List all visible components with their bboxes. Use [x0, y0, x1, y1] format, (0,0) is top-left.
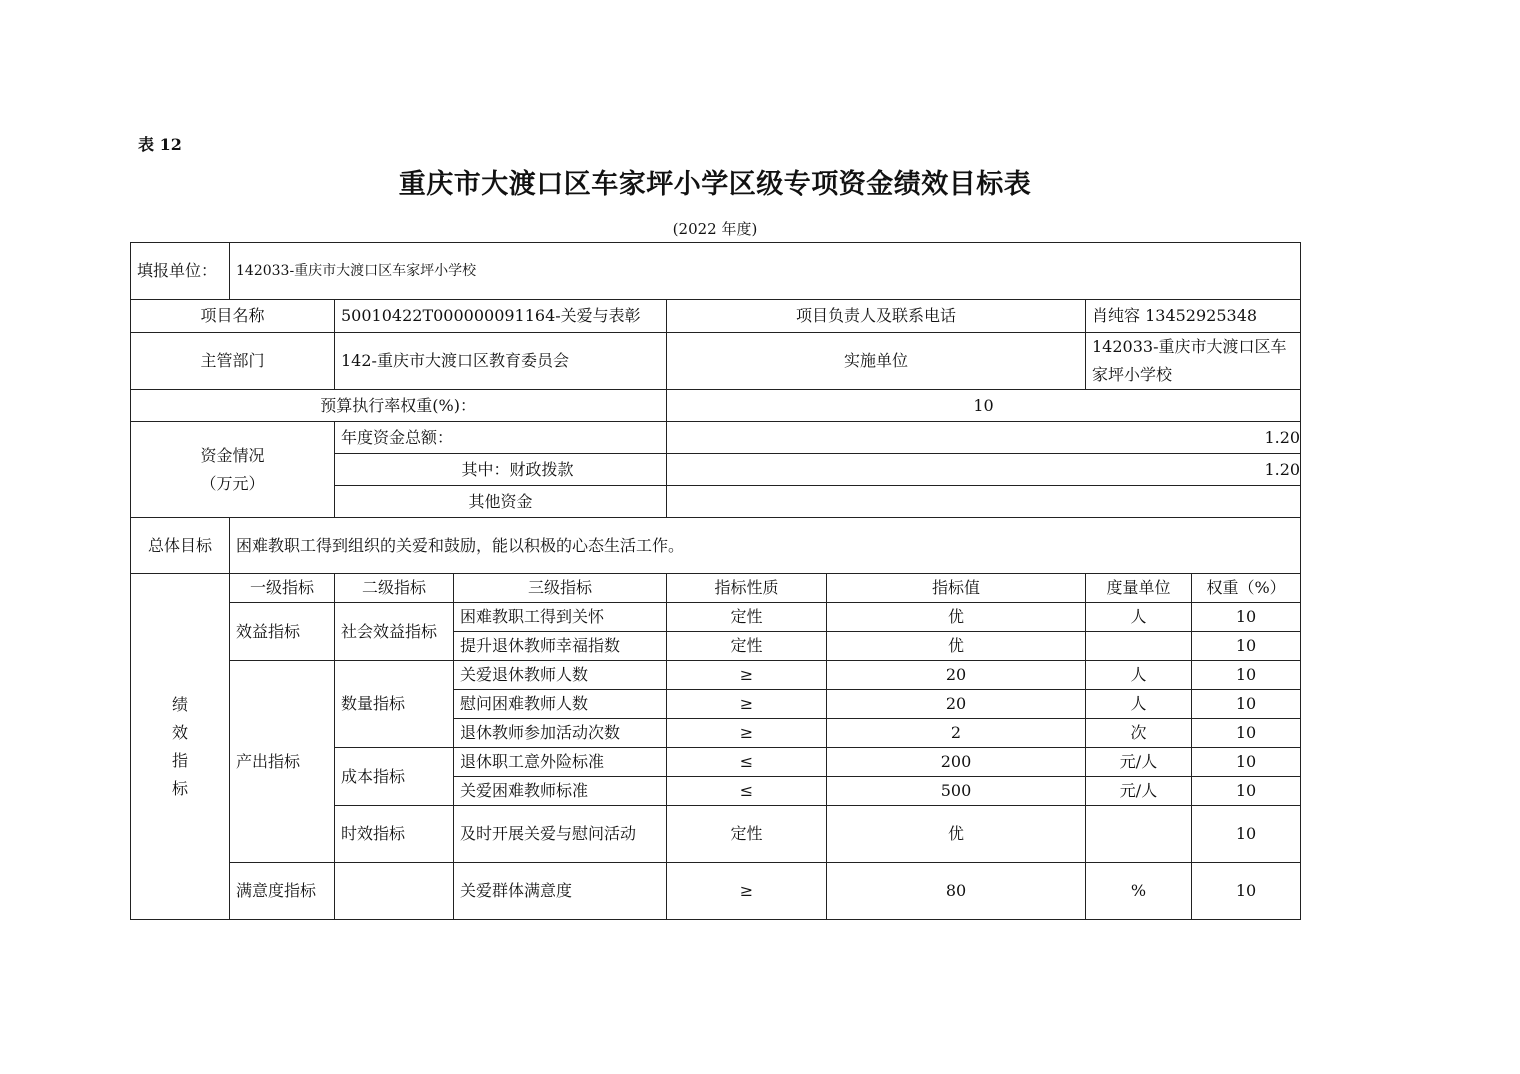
level2-cost: 成本指标	[335, 748, 454, 806]
row-unit: 元/人	[1086, 777, 1192, 806]
table-row	[131, 661, 1301, 690]
row-value: 优	[827, 632, 1086, 661]
funds-total-label: 年度资金总额：	[335, 422, 667, 454]
row-value: 80	[827, 863, 1086, 920]
row-nature: 定性	[667, 806, 827, 863]
row-unit: 人	[1086, 603, 1192, 632]
reporting-unit-row	[131, 243, 1301, 300]
funds-label	[131, 422, 335, 518]
row-nature: ≥	[667, 690, 827, 719]
side-char: 绩	[171, 694, 188, 714]
level2-timeliness: 时效指标	[335, 806, 454, 863]
project-name-label: 项目名称	[131, 300, 335, 333]
row-name: 慰问困难教师人数	[454, 690, 667, 719]
row-unit: 人	[1086, 661, 1192, 690]
project-name-row	[131, 300, 1301, 333]
header-level3: 三级指标	[454, 574, 667, 603]
table-number: 表 12	[138, 135, 182, 154]
level2-social: 社会效益指标	[335, 603, 454, 661]
funds-total-value: 1.20	[667, 422, 1301, 454]
side-char: 效	[171, 722, 188, 742]
header-level2: 二级指标	[335, 574, 454, 603]
funds-other-value	[667, 486, 1301, 518]
reporting-unit-value: 142033-重庆市大渡口区车家坪小学校	[230, 243, 1301, 300]
row-name: 关爱困难教师标准	[454, 777, 667, 806]
row-name: 关爱群体满意度	[454, 863, 667, 920]
table-row	[131, 863, 1301, 920]
funds-label-line2: （万元）	[200, 473, 265, 493]
funds-other-label: 其他资金	[335, 486, 667, 518]
fiscal-year: (2022 年度)	[672, 220, 758, 238]
page-title: 重庆市大渡口区车家坪小学区级专项资金绩效目标表	[398, 169, 1032, 200]
row-weight: 10	[1192, 806, 1301, 863]
overall-goal-row	[131, 518, 1301, 574]
implementing-unit-label: 实施单位	[667, 333, 1086, 390]
budget-rate-value: 10	[667, 390, 1301, 422]
row-name: 退休职工意外险标准	[454, 748, 667, 777]
row-unit: %	[1086, 863, 1192, 920]
funds-total-row	[131, 422, 1301, 454]
header-weight: 权重（%）	[1192, 574, 1301, 603]
header-level1: 一级指标	[230, 574, 335, 603]
level2-quantity: 数量指标	[335, 661, 454, 748]
row-value: 500	[827, 777, 1086, 806]
row-weight: 10	[1192, 748, 1301, 777]
row-name: 困难教职工得到关怀	[454, 603, 667, 632]
row-name: 及时开展关爱与慰问活动	[454, 806, 667, 863]
table-row	[131, 603, 1301, 632]
row-value: 200	[827, 748, 1086, 777]
row-nature: ≥	[667, 863, 827, 920]
department-value: 142-重庆市大渡口区教育委员会	[335, 333, 667, 390]
row-nature: ≥	[667, 719, 827, 748]
project-name-value: 50010422T000000091164-关爱与表彰	[335, 300, 667, 333]
row-weight: 10	[1192, 777, 1301, 806]
contact-value: 肖纯容 13452925348	[1086, 300, 1301, 333]
overall-goal-label: 总体目标	[131, 518, 230, 574]
level1-benefit: 效益指标	[230, 603, 335, 661]
row-value: 20	[827, 690, 1086, 719]
budget-rate-row	[131, 390, 1301, 422]
row-nature: 定性	[667, 603, 827, 632]
row-value: 2	[827, 719, 1086, 748]
row-weight: 10	[1192, 863, 1301, 920]
header-unit: 度量单位	[1086, 574, 1192, 603]
row-weight: 10	[1192, 661, 1301, 690]
row-name: 关爱退休教师人数	[454, 661, 667, 690]
implementing-unit-value: 142033-重庆市大渡口区车家坪小学校	[1086, 333, 1301, 390]
row-nature: 定性	[667, 632, 827, 661]
header-value: 指标值	[827, 574, 1086, 603]
row-value: 20	[827, 661, 1086, 690]
row-nature: ≤	[667, 748, 827, 777]
row-weight: 10	[1192, 603, 1301, 632]
overall-goal-text: 困难教职工得到组织的关爱和鼓励，能以积极的心态生活工作。	[230, 518, 1301, 574]
reporting-unit-label: 填报单位：	[131, 243, 230, 300]
contact-label: 项目负责人及联系电话	[667, 300, 1086, 333]
side-char: 标	[171, 778, 188, 798]
header-nature: 指标性质	[667, 574, 827, 603]
row-nature: ≥	[667, 661, 827, 690]
level1-satisfaction: 满意度指标	[230, 863, 335, 920]
funds-label-line1: 资金情况	[200, 445, 265, 465]
row-weight: 10	[1192, 690, 1301, 719]
funds-fiscal-value: 1.20	[667, 454, 1301, 486]
department-label: 主管部门	[131, 333, 335, 390]
row-name: 提升退休教师幸福指数	[454, 632, 667, 661]
row-unit: 次	[1086, 719, 1192, 748]
row-value: 优	[827, 603, 1086, 632]
indicator-side-label	[131, 574, 230, 920]
row-value: 优	[827, 806, 1086, 863]
row-unit: 人	[1086, 690, 1192, 719]
budget-rate-label: 预算执行率权重(%)：	[131, 390, 667, 422]
level2-satisfaction	[335, 863, 454, 920]
funds-fiscal-label: 其中：财政拨款	[335, 454, 667, 486]
level1-output: 产出指标	[230, 661, 335, 863]
row-weight: 10	[1192, 719, 1301, 748]
performance-target-table	[130, 242, 1301, 920]
row-unit	[1086, 632, 1192, 661]
indicator-header-row	[131, 574, 1301, 603]
side-char: 指	[171, 750, 188, 770]
department-row	[131, 333, 1301, 390]
row-unit: 元/人	[1086, 748, 1192, 777]
row-unit	[1086, 806, 1192, 863]
row-name: 退休教师参加活动次数	[454, 719, 667, 748]
row-nature: ≤	[667, 777, 827, 806]
row-weight: 10	[1192, 632, 1301, 661]
